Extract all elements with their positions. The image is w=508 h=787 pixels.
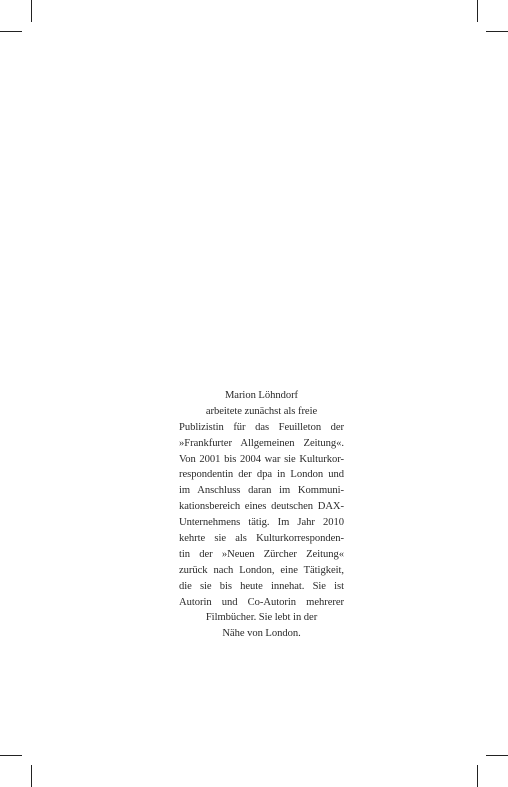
crop-mark-top-left-vertical — [31, 0, 32, 22]
bio-line: respondentin der dpa in London und — [179, 469, 344, 481]
bio-line: tin der »Neuen Zürcher Zeitung« — [179, 548, 344, 560]
bio-line: Publizistin für das Feuilleton der — [179, 421, 344, 433]
bio-line: zurück nach London, eine Tätigkeit, — [179, 564, 344, 576]
crop-mark-bottom-right-vertical — [477, 765, 478, 787]
author-bio — [179, 388, 344, 642]
bio-line: Von 2001 bis 2004 war sie Kulturkor- — [179, 453, 344, 465]
bio-line: die sie bis heute innehat. Sie ist — [179, 580, 344, 592]
bio-line: im Anschluss daran im Kommuni- — [179, 485, 344, 497]
crop-mark-bottom-left-horizontal — [0, 755, 22, 756]
crop-mark-bottom-right-horizontal — [486, 755, 508, 756]
bio-line: Nähe von London. — [222, 628, 301, 640]
crop-mark-top-left-horizontal — [0, 31, 22, 32]
bio-line: Autorin und Co-Autorin mehrerer — [179, 596, 344, 608]
bio-line: kationsbereich eines deutschen DAX- — [179, 501, 344, 513]
bio-line: Filmbücher. Sie lebt in der — [205, 612, 318, 624]
crop-mark-bottom-left-vertical — [31, 765, 32, 787]
bio-line: kehrte sie als Kulturkorresponden- — [179, 533, 344, 545]
bio-line: Unternehmens tätig. Im Jahr 2010 — [179, 517, 344, 529]
crop-mark-top-right-horizontal — [486, 31, 508, 32]
crop-mark-top-right-vertical — [477, 0, 478, 22]
author-name: Marion Löhndorf — [224, 390, 299, 401]
bio-line: »Frankfurter Allgemeinen Zeitung«. — [179, 437, 344, 449]
bio-line: arbeitete zunächst als freie — [205, 405, 318, 417]
